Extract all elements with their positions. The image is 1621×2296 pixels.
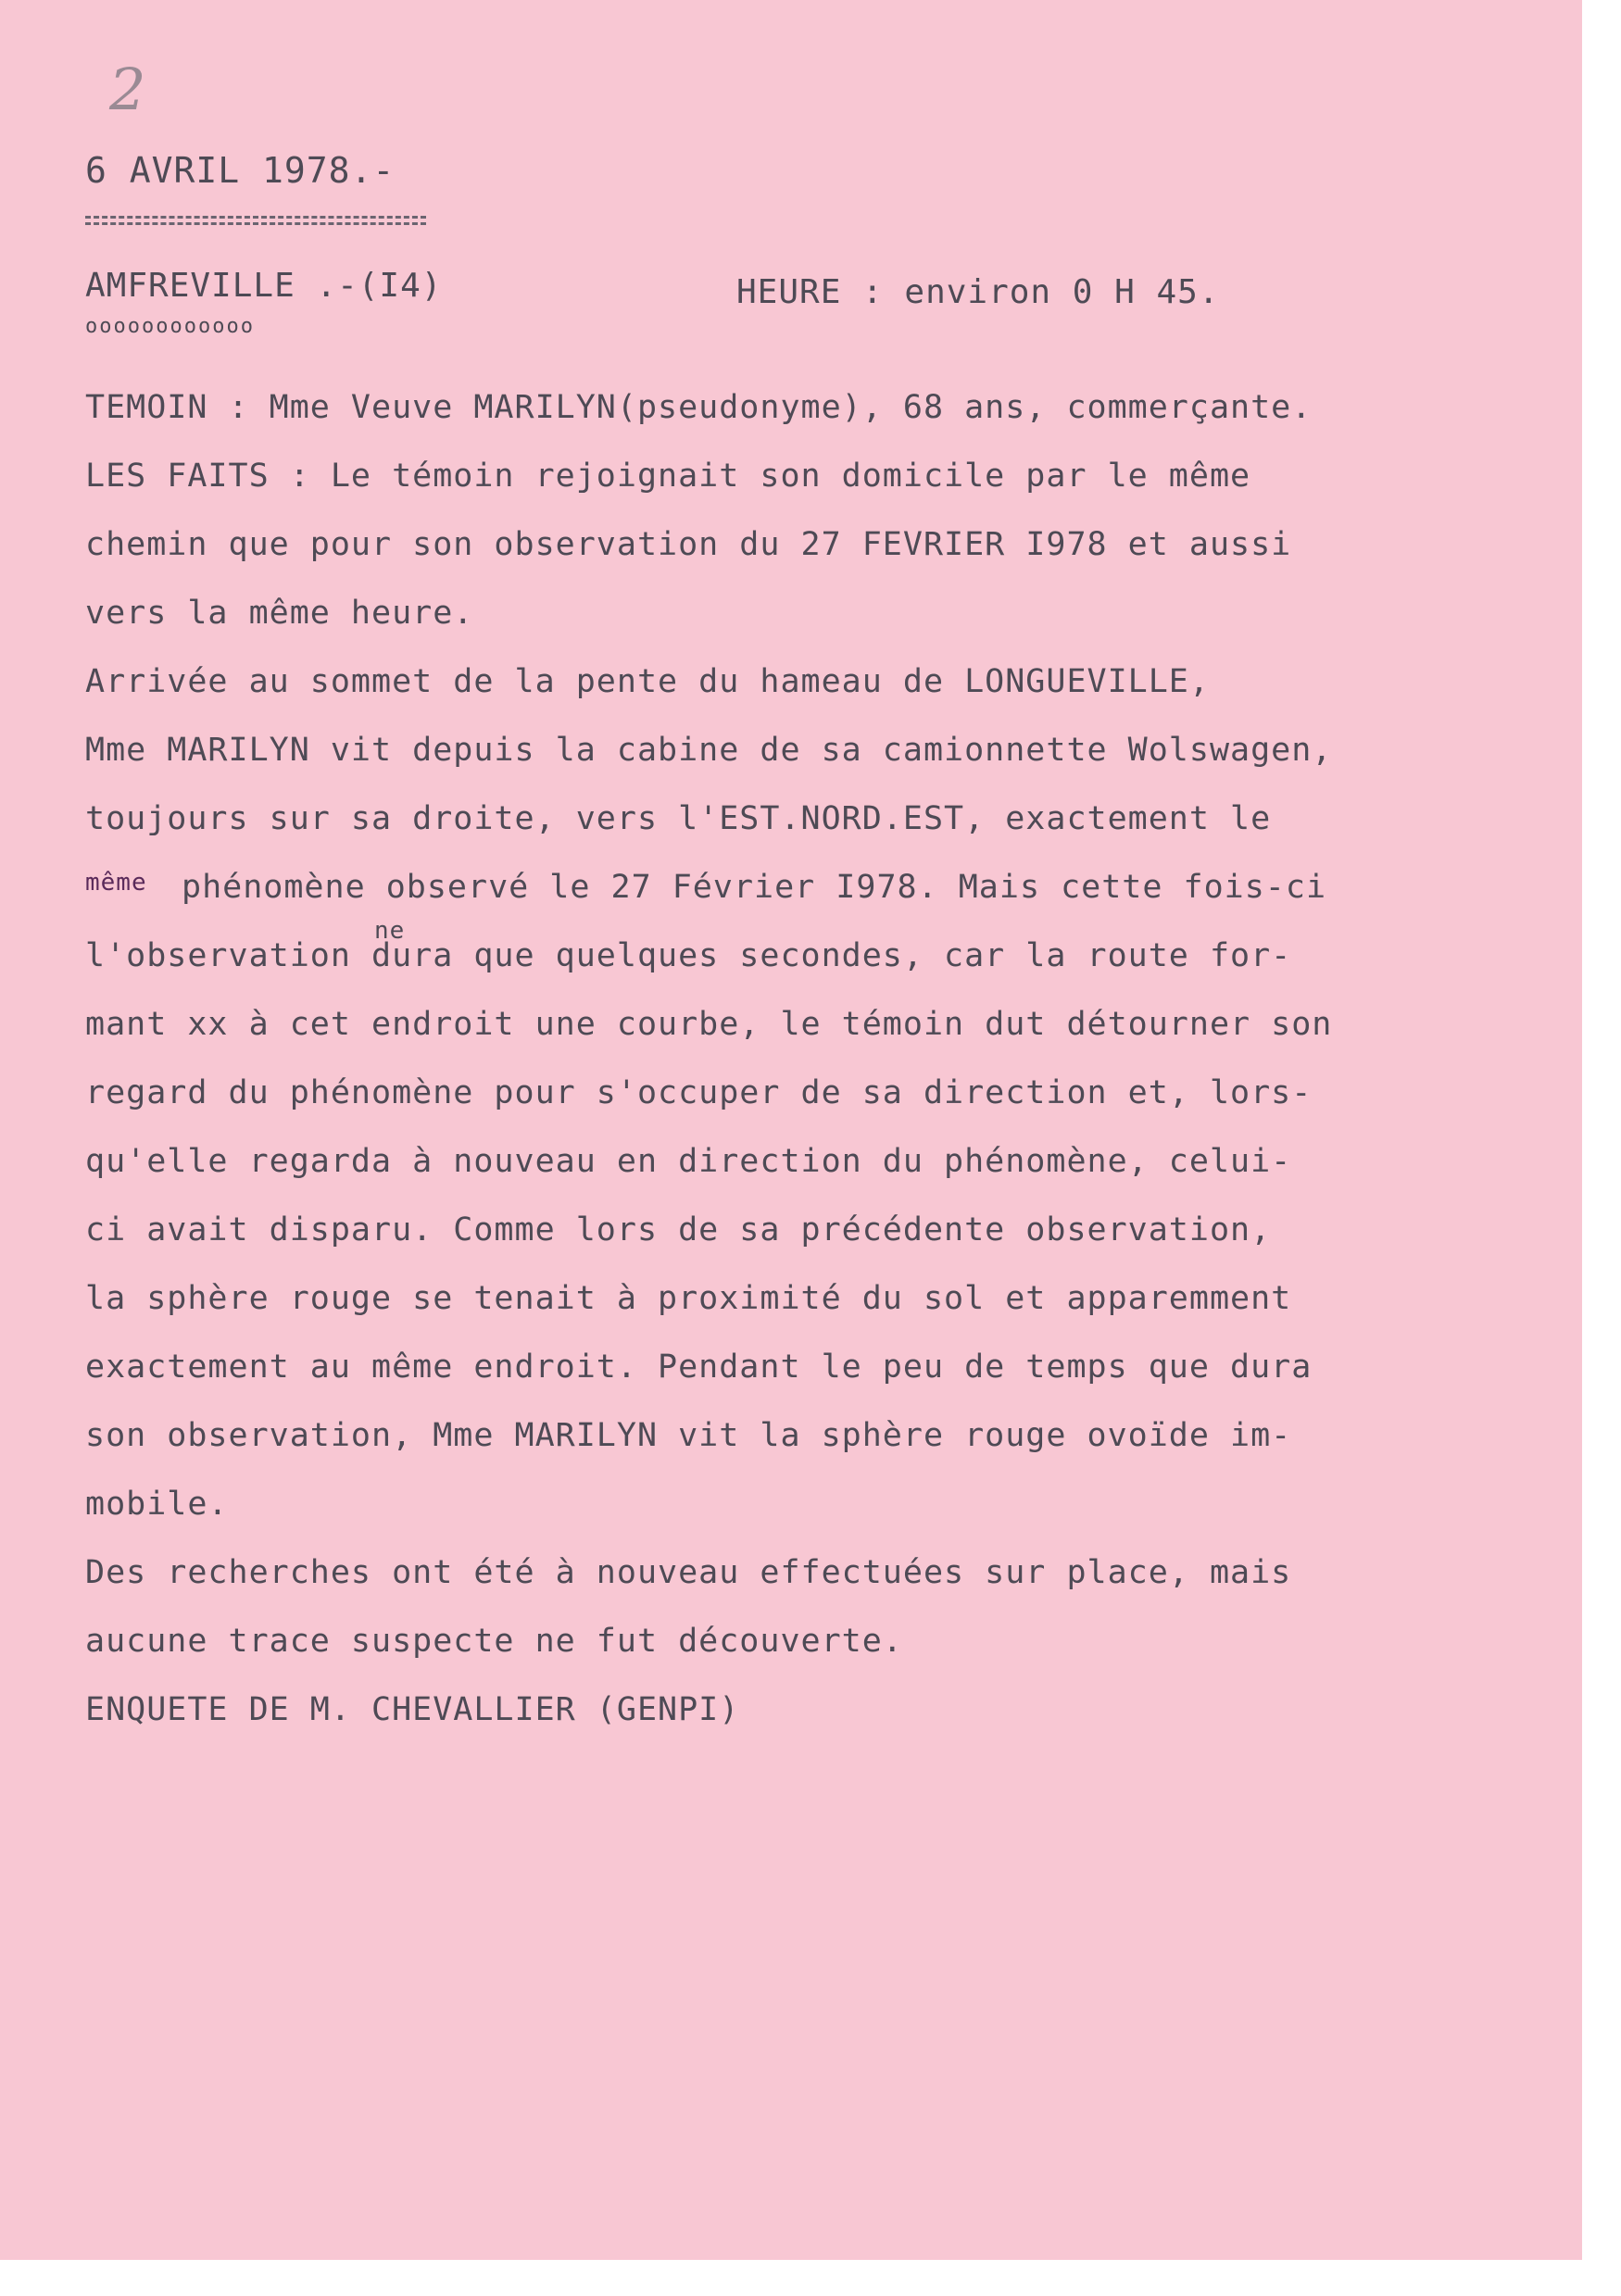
body-line-18: Des recherches ont été à nouveau effectuées sur place, mais	[85, 1554, 1292, 1591]
body-line-13: ci avait disparu. Comme lors de sa précédente observation,	[85, 1211, 1272, 1248]
body-line-11: regard du phénomène pour s'occuper de sa direction et, lors-	[85, 1074, 1313, 1111]
body-line-8: phénomène observé le 27 Février I978. Mais cette fois-ci	[182, 869, 1327, 906]
body-line-2: LES FAITS : Le témoin rejoignait son domicile par le même	[85, 458, 1251, 495]
report-time: HEURE : environ 0 H 45.	[736, 273, 1220, 311]
date-underline	[85, 216, 426, 225]
handwritten-page-number: 2	[109, 56, 146, 123]
body-line-19: aucune trace suspecte ne fut découverte.	[85, 1623, 903, 1660]
body-line-7: toujours sur sa droite, vers l'EST.NORD.EST, exactement le	[85, 800, 1272, 837]
investigator-line: ENQUETE DE M. CHEVALLIER (GENPI)	[85, 1691, 740, 1728]
place-underline: oooooooooooo	[85, 315, 255, 338]
body-line-6: Mme MARILYN vit depuis la cabine de sa camionnette Wolswagen,	[85, 732, 1333, 769]
report-date: 6 AVRIL 1978.-	[85, 150, 396, 191]
body-line-16: son observation, Mme MARILYN vit la sphère rouge ovoïde im-	[85, 1417, 1292, 1454]
body-line-12: qu'elle regarda à nouveau en direction du phénomène, celui-	[85, 1143, 1292, 1180]
body-line-9: l'observation dura que quelques secondes, car la route for-	[85, 937, 1292, 974]
inserted-ne: ne	[374, 917, 406, 945]
body-line-5: Arrivée au sommet de la pente du hameau de LONGUEVILLE,	[85, 663, 1210, 700]
body-line-1: TEMOIN : Mme Veuve MARILYN(pseudonyme), 68 ans, commerçante.	[85, 389, 1313, 426]
body-line-3: chemin que pour son observation du 27 FEVRIER I978 et aussi	[85, 526, 1292, 563]
body-line-14: la sphère rouge se tenait à proximité du sol et apparemment	[85, 1280, 1292, 1317]
report-place: AMFREVILLE .-(I4)	[85, 267, 443, 305]
body-line-10: mant xx à cet endroit une courbe, le témoin dut détourner son	[85, 1006, 1333, 1043]
handwritten-meme: même	[85, 869, 147, 897]
body-line-4: vers la même heure.	[85, 595, 474, 632]
scan-margin-bottom	[0, 2260, 1621, 2296]
scan-margin-right	[1582, 0, 1621, 2296]
body-line-15: exactement au même endroit. Pendant le peu de temps que dura	[85, 1349, 1313, 1386]
body-line-17: mobile.	[85, 1486, 229, 1523]
